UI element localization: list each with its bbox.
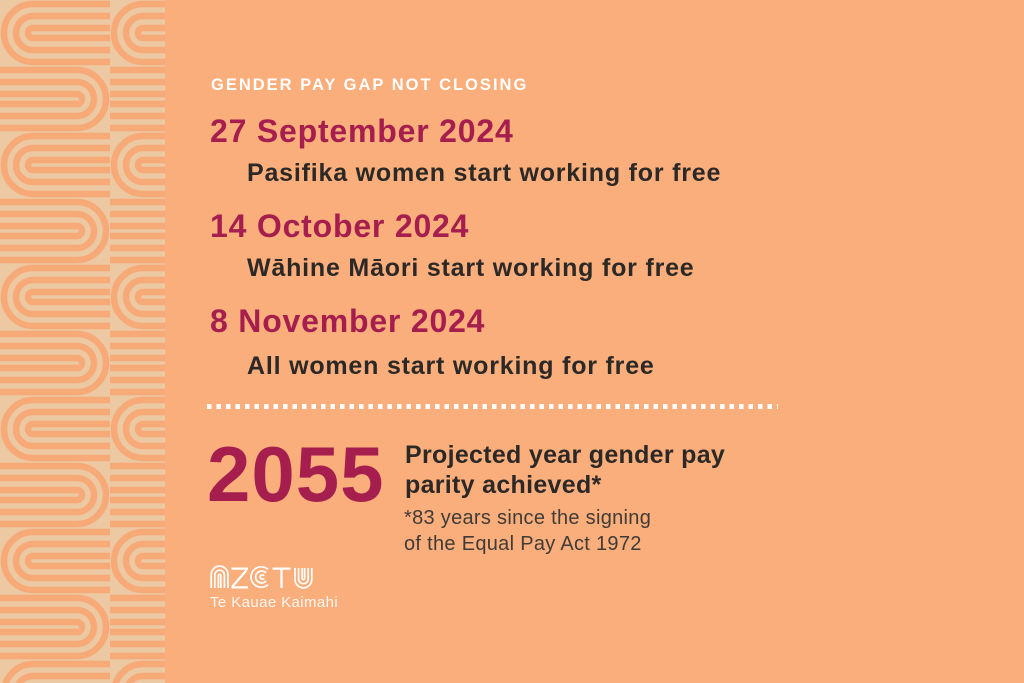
koru-pattern [0, 0, 165, 683]
dotted-divider [207, 404, 778, 409]
nzctu-logo-icon [210, 564, 314, 590]
timeline-description: All women start working for free [247, 352, 655, 380]
timeline-date: 14 October 2024 [210, 208, 470, 244]
timeline-description: Wāhine Māori start working for free [247, 254, 695, 282]
projection-footnote-line1: *83 years since the signing [404, 507, 652, 529]
projection-footnote-line2: of the Equal Pay Act 1972 [404, 533, 642, 555]
timeline-date: 8 November 2024 [210, 303, 486, 339]
timeline-item [210, 113, 721, 188]
eyebrow-heading: GENDER PAY GAP NOT CLOSING [211, 76, 529, 94]
projection-label-line2: parity achieved* [405, 471, 602, 499]
timeline-description: Pasifika women start working for free [247, 159, 722, 187]
projection-label [405, 440, 725, 500]
projection-footnote [404, 505, 651, 557]
projection-label-line1: Projected year gender pay [405, 441, 726, 469]
timeline-item [210, 303, 655, 381]
timeline-date: 27 September 2024 [210, 113, 514, 149]
nzctu-logo [210, 564, 338, 611]
timeline-item [210, 208, 695, 283]
nzctu-logo-tagline: Te Kauae Kaimahi [210, 594, 339, 611]
projection-year: 2055 [207, 430, 385, 518]
